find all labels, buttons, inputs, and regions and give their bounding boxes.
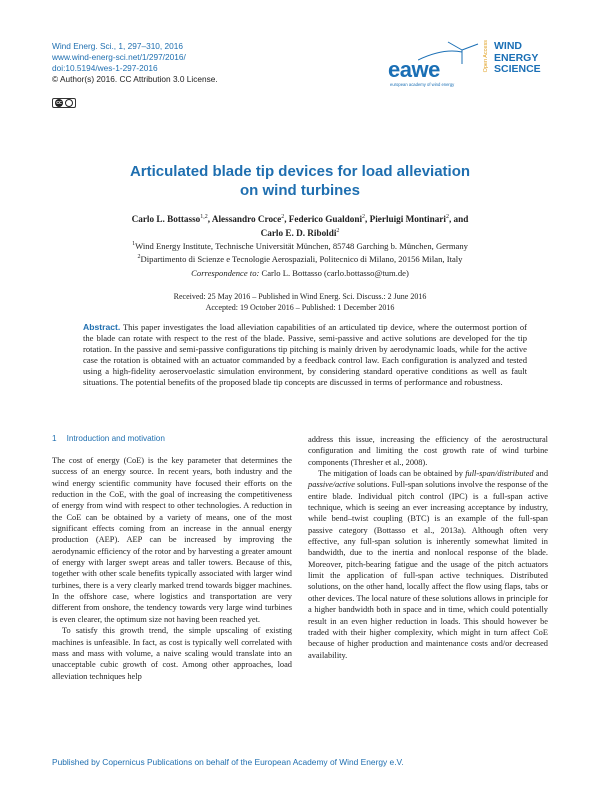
paragraph: To satisfy this growth trend, the simple upscaling of existing machines is unfeasible. In fact, as cost is typically well correlated with mass and mass with volume, a naive scaling would translate into an unacceptable cubic growth of cost. Among other approaches, load alleviation techniques help bbox=[52, 626, 292, 681]
license-text: © Author(s) 2016. CC Attribution 3.0 License. bbox=[52, 74, 218, 84]
article-metadata bbox=[52, 41, 218, 85]
publication-dates: Received: 25 May 2016 – Published in Wind Energ. Sci. Discuss.: 2 June 2016 Accepted: 19 October 2016 – Published: 1 December 2016 bbox=[173, 292, 427, 312]
affiliation-2: $^2$Dipartimento di Scienze e Tecnologie Aerospaziali, Politecnico di Milano, 20156 Milan, Italy bbox=[137, 253, 463, 264]
correspondence-email[interactable]: Carlo L. Bottasso (carlo.bottasso@tum.de) bbox=[261, 268, 409, 278]
paragraph: The cost of energy (CoE) is the key parameter that determines the success of an energy source. In recent years, both industry and the wind energy scientific community have focused their efforts on the reduction in the CoE, with the goal of increasing the competitiveness of energy from wind with respect to other technologies. A reduction in the CoE can be obtained by a variety of means, one of the most significant effects coming from an increase in the annual energy production (AEP). AEP can be increased by improving the aerodynamic efficiency of the rotor and by harvesting a greater amount of energy with larger swept areas and taller towers. Because of this, together with other scale benefits typically associated with larger wind turbines, there is a very clearly marked trend towards bigger machines. In the offshore case, where logistics and transportation are very different from onshore, the tendency towards very large wind turbines is even clearer, the optimum size not having been reached yet. bbox=[52, 456, 292, 624]
cc-license-badge[interactable] bbox=[52, 98, 76, 108]
abstract-text: This paper investigates the load alleviation capabilities of an articulated tip device, where the outermost portion of the blade can rotate with respect to the rest of the blade. Passive, semi-passive and active solutions are developed for the tip rotation. In the passive and semi-passive configurations tip pitching is mainly driven by aerodynamic loads, while for the active case the rotation is obtained with an actuator commanded by a feedback control law. Each configuration is analyzed and tested using a high-fidelity aeroservoelastic simulation environment, by considering standard operative conditions as well as fault situations. The potential benefits of the proposed blade tip concepts are discussed in terms of performance and robustness. bbox=[83, 322, 527, 387]
correspondence: Correspondence to: Carlo L. Bottasso (carlo.bottasso@tum.de) bbox=[191, 268, 409, 278]
paragraph: address this issue, increasing the efficiency of the aerostructural configuration and limiting the cost growth rate of wind turbine components (Thresher et al., 2008). bbox=[308, 435, 548, 467]
eawe-logo-subtext: european academy of wind energy bbox=[390, 82, 455, 87]
abstract bbox=[83, 322, 527, 387]
author-list: Carlo L. Bottasso$^{1,2}$, Alessandro Croce$^2$, Federico Gualdoni$^2$, Pierluigi Montinari$^2$, and Carlo E. D. Riboldi$^2$ bbox=[131, 214, 469, 239]
open-access-label: Open Access bbox=[483, 40, 489, 73]
affiliation-1: $^1$Wind Energy Institute, Technische Universität München, 85748 Garching b. München, Germany bbox=[132, 240, 468, 251]
section-heading bbox=[52, 434, 175, 443]
body-column-right bbox=[308, 434, 548, 661]
journal-name: WIND ENERGY SCIENCE bbox=[494, 40, 541, 75]
cc-icon: cc bbox=[56, 100, 62, 106]
affiliations bbox=[80, 239, 520, 265]
article-url-link[interactable]: www.wind-energ-sci.net/1/297/2016/ bbox=[52, 52, 186, 62]
abstract-label: Abstract. bbox=[83, 322, 121, 332]
paragraph: The mitigation of loads can be obtained by full-span/distributed and passive/active solutions. Full-span solutions involve the response of the entire blade. Individual pitch control (IPC) is a full-span active technique, which is seeing an ever increasing acceptance by industry, while bend–twist coupling (BTC) is an example of the full-span passive category (Bottasso et al., 2013a). Although often very effective, any full-span solution is inherently somewhat limited in bandwidth, due to the inertia and nonlocal response of the blade. Moreover, pitch-bearing fatigue and the usage of the pitch actuators limit the application of full-span active techniques. Distributed solutions, on the other hand, locally affect the flow using flaps, tabs or other devices. The local nature of these solutions allows in principle for a higher bandwidth both in space and in time, which could potentially result in an even higher reduction in loads. This should however be traded with their higher complexity, which might in turn affect CoE because of higher production and maintenance costs and/or decreased availability. bbox=[308, 469, 549, 660]
body-column-left bbox=[52, 455, 292, 682]
attribution-icon bbox=[65, 99, 73, 107]
paper-title: Articulated blade tip devices for load alleviation on wind turbines bbox=[129, 163, 471, 199]
eawe-logo: eawe bbox=[388, 57, 440, 82]
section-number: 1 bbox=[52, 434, 57, 443]
publisher-footer: Published by Copernicus Publications on behalf of the European Academy of Wind Energy e.V. bbox=[52, 757, 404, 767]
doi-link[interactable]: doi:10.5194/wes-1-297-2016 bbox=[52, 63, 158, 73]
section-title: Introduction and motivation bbox=[66, 434, 165, 443]
citation: Wind Energ. Sci., 1, 297–310, 2016 bbox=[52, 41, 183, 51]
